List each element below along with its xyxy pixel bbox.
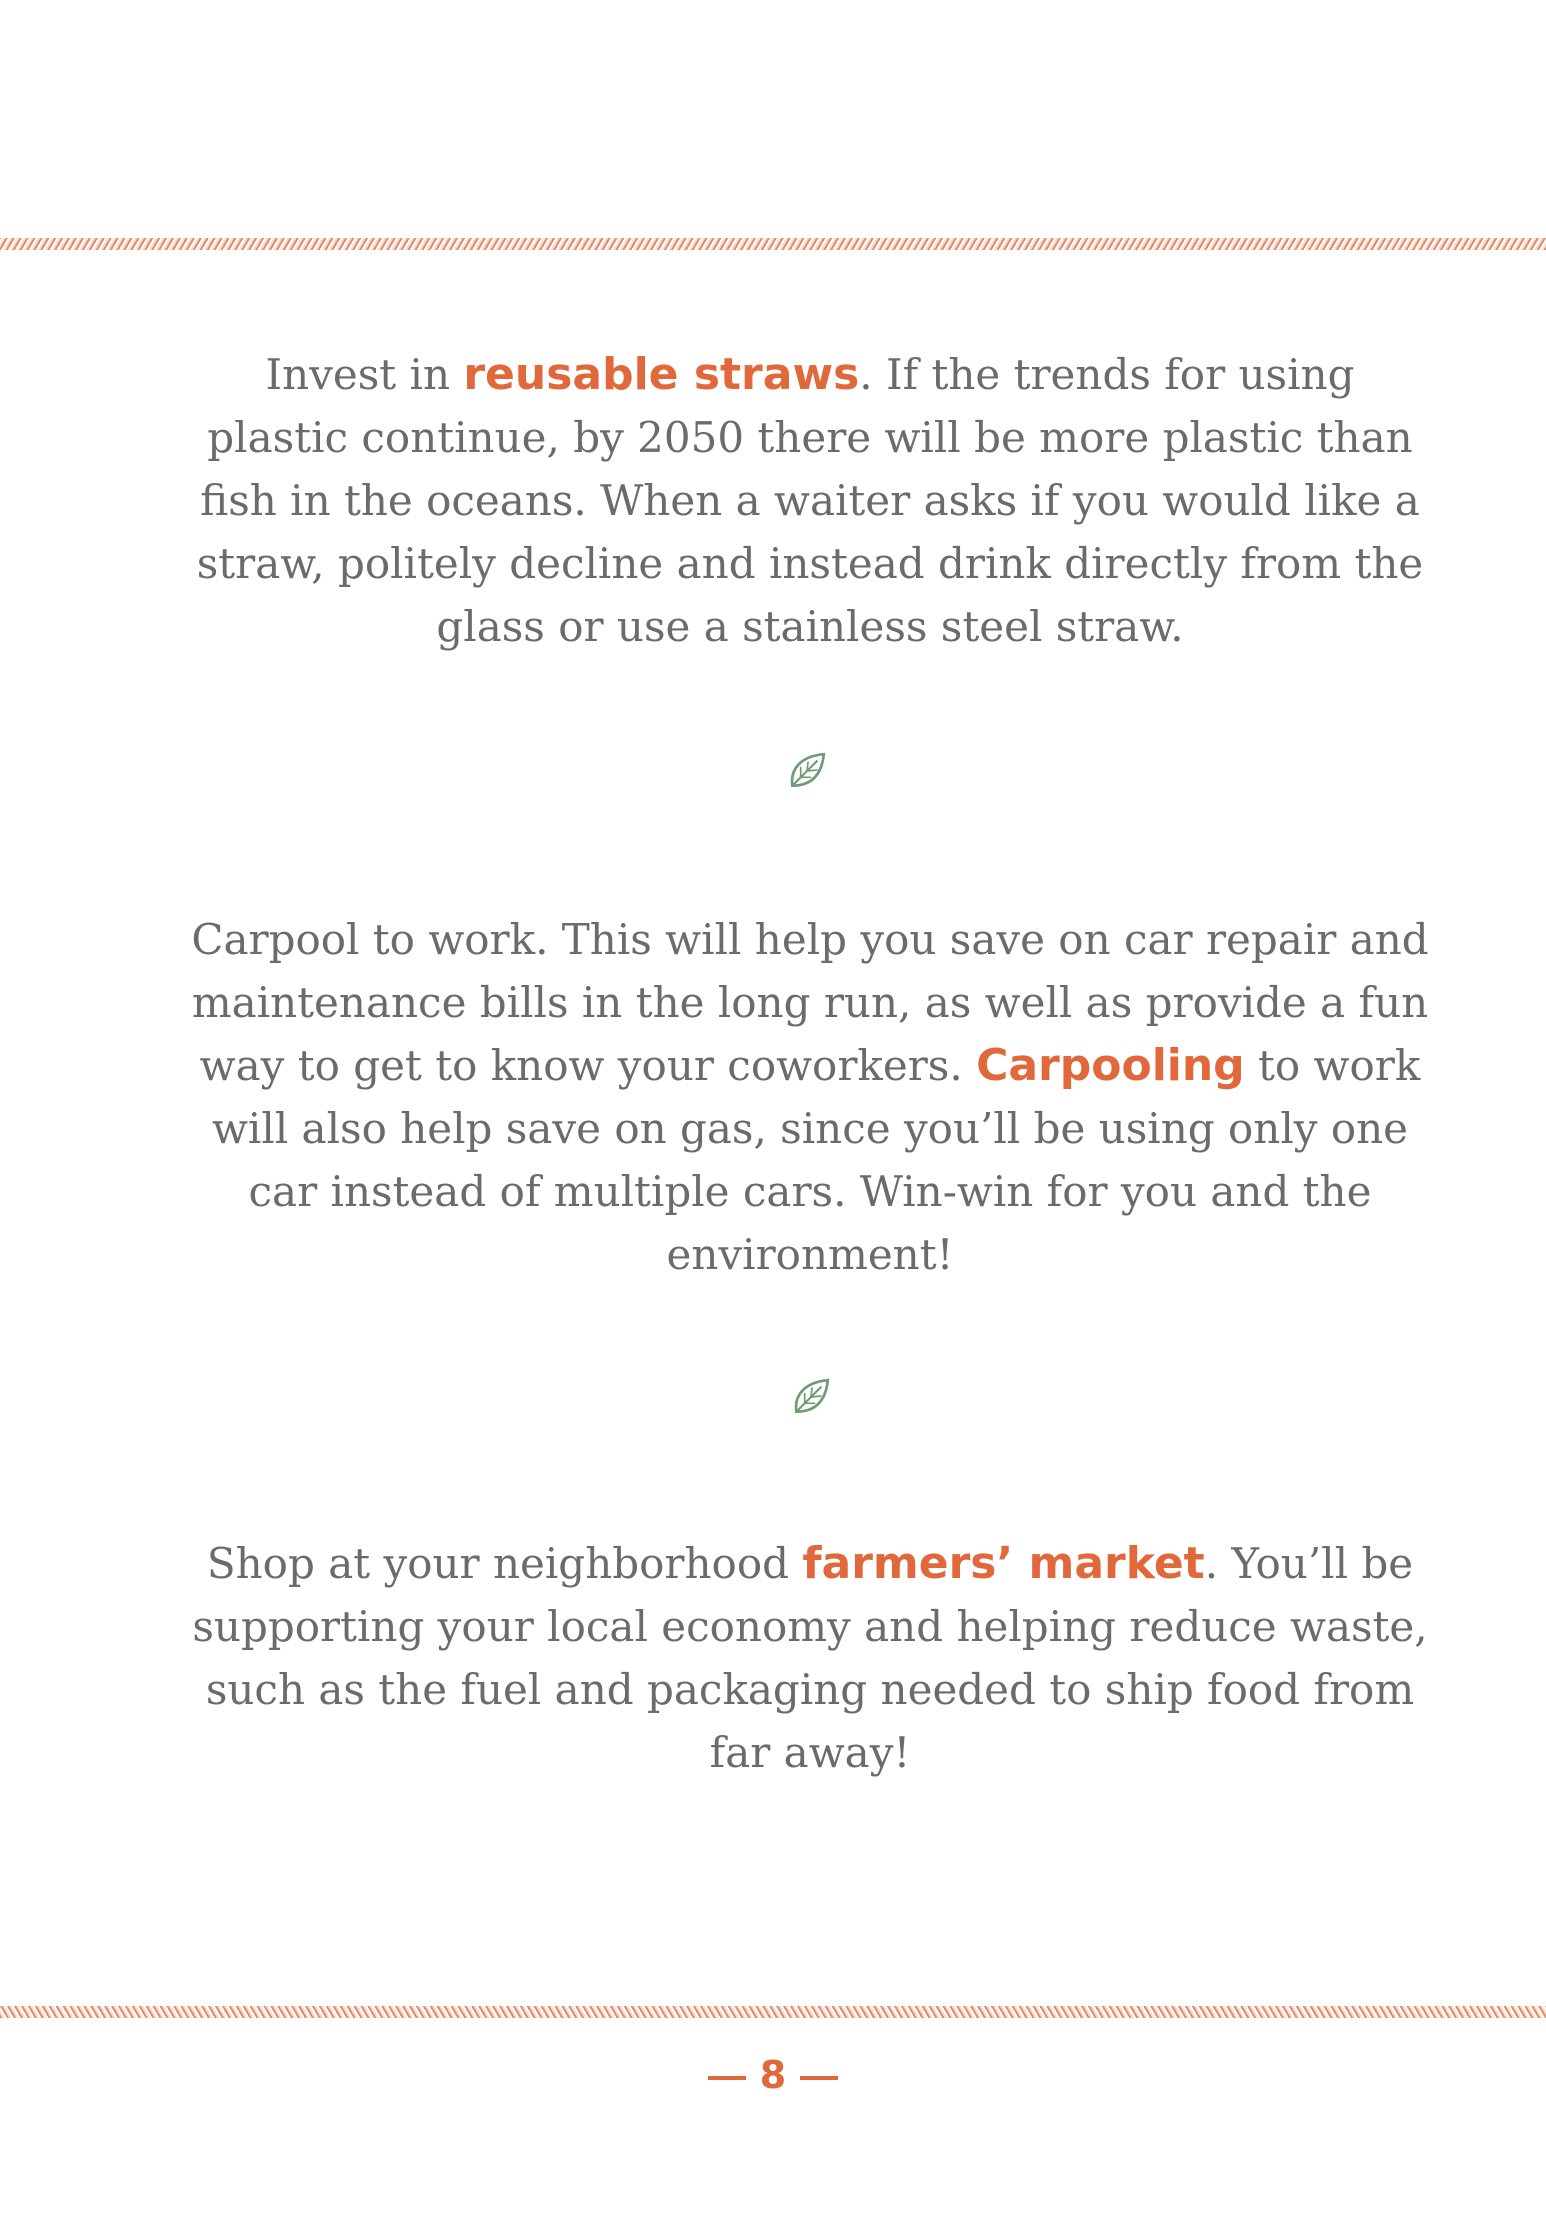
paragraph-text-after: . If the trends for using plastic continue, by 2050 there will be more plastic than fish in the oceans. When a waiter asks if you would like a straw, politely decline and instead drink directly from the glass or use a stainless steel straw. (196, 350, 1424, 651)
leaf-icon (786, 750, 828, 792)
leaf-icon (790, 1376, 832, 1418)
tip-paragraph-farmers-market (190, 1532, 1430, 1784)
tip-paragraph-reusable-straws (190, 343, 1430, 658)
footer-dash-left (708, 2076, 746, 2080)
highlight-farmers-market: farmers’ market (802, 1538, 1205, 1589)
footer-dash-right (800, 2076, 838, 2080)
top-decorative-rule (0, 238, 1546, 250)
page-footer (0, 2050, 1546, 2100)
paragraph-text-before: Invest in (265, 350, 464, 399)
bottom-decorative-rule (0, 2006, 1546, 2018)
paragraph-text-before: Shop at your neighborhood (206, 1539, 803, 1588)
paragraph-text-before: Carpool to work. This will help you save on car repair and maintenance bills in the long run, as well as provide a fun way to get to know your coworkers. (191, 915, 1429, 1090)
highlight-reusable-straws: reusable straws (463, 349, 860, 400)
paragraph-text-after: to work will also help save on gas, since you’ll be using only one car instead of multiple cars. Win-win for you and the environment! (211, 1041, 1421, 1279)
highlight-carpooling: Carpooling (976, 1040, 1245, 1091)
paragraph-text-after: . You’ll be supporting your local economy and helping reduce waste, such as the fuel and packaging needed to ship food from far away! (192, 1539, 1428, 1777)
tip-paragraph-carpool (190, 908, 1430, 1286)
page-number: 8 (759, 2053, 787, 2097)
